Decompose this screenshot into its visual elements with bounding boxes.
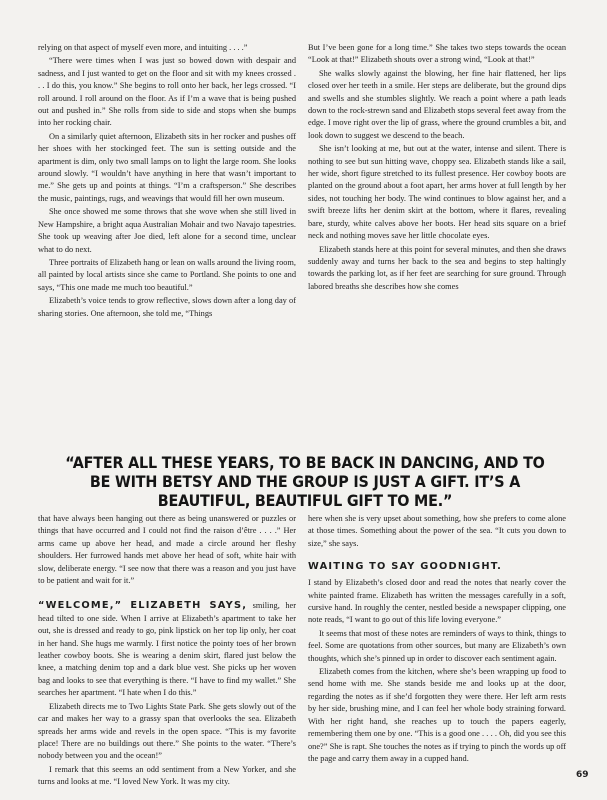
paragraph: Elizabeth comes from the kitchen, where she’s been wrapping up food to send home with me. She stands beside me and looks up at the door, regarding the notes as if she’d forgotten they were there. Her left arm rests by her side, brushing mine, and I can feel her whole body straining forward. With her right hand, she reaches up to touch the papers eagerly, remembering them one by one. “This is a good one . . . . Oh, did you see this one?” She is rapt. She touches the notes as if trying to pinch the words up off the page and carry them away in a cupped hand. <box>308 667 566 763</box>
section-lead-paragraph <box>38 599 296 699</box>
paragraph: I stand by Elizabeth’s closed door and read the notes that nearly cover the white painted frame. Elizabeth has written the messages carefully in a soft, cursive hand. In roughly the center, nestled beside a newspaper clipping, one note reads, “I want to go out of this life loving everyone.” <box>308 578 566 625</box>
paragraph: On a similarly quiet afternoon, Elizabeth sits in her rocker and pushes off her shoes with her stockinged feet. The sun is setting outside and the apartment is dim, only two small lamps on to light the large room. She looks around slowly. “I wouldn’t have anything in here that wasn’t important to me.” She gets up and points at things. “I’m a craftsperson.” She describes the music, paintings, rugs, and weavings that would fill her own museum. <box>38 131 296 203</box>
column-top-right <box>308 42 566 293</box>
paragraph: Three portraits of Elizabeth hang or lean on walls around the living room, all painted by local artists since she came to Portland. She points to one and says, “This one made me much too beautiful.” <box>38 257 296 292</box>
column-bottom-left <box>38 513 296 789</box>
paragraph: I remark that this seems an odd sentiment from a New Yorker, and she turns and looks at me. “I loved New York. It was my city. <box>38 764 296 787</box>
paragraph: Elizabeth stands here at this point for several minutes, and then she draws suddenly away and turns her back to the sea and begins to step haltingly towards the parking lot, as if her feet are searching for sure ground. Through labored breaths she describes how she comes <box>308 244 566 291</box>
paragraph: that have always been hanging out there as being unanswered or puzzles or things that have occurred and I could not find the raison d’être . . . .” Her arms came up above her head, and made a circle around her fleshy shoulders. Her furrowed hands met above her head of soft, white hair with slow, deliberate energy. “I see now that there was a reason and you just have to be patient and wait for it.” <box>38 514 296 586</box>
section-heading-goodnight: WAITING TO SAY GOODNIGHT. <box>308 561 503 573</box>
page-number: 69 <box>576 770 589 780</box>
column-bottom-right <box>308 513 566 765</box>
paragraph: She walks slowly against the blowing, her fine hair flattened, her lips closed over her teeth in a smile. Her steps are deliberate, but the ground dips and swells and she stumbles slightly. We reach a point where a path leads down to the rock-strewn sand and Elizabeth stops several feet away from the edge. I move right over the lip of grass, where the ground crumbles a bit, and look down to suggest we descend to the beach. <box>308 68 566 140</box>
section-lead-text: smiling, her head tilted to one side. When I arrive at Elizabeth’s apartment to take her out, she is dressed and ready to go, pink lipstick on her top lip only, her coat in her hand. She hugs me warmly. I first notice the pointy toes of her brown leather cowboy boots. She is wearing a denim skirt, flared just below the knee, a matching denim top and a dark blue vest. She picks up her woven bag and looks to see that everything is there. “I have to find my wallet.” She searches her apartment. “I hate when I do this.” <box>38 601 296 698</box>
paragraph: It seems that most of these notes are reminders of ways to think, things to feel. Some are quotations from other sources, but many are Elizabeth’s own thoughts, which she’s pinned up in order to discover each sentiment again. <box>308 628 566 663</box>
paragraph: here when she is very upset about something, how she prefers to come alone at those times. Something about the power of the sea. “It cuts you down to size,” she says. <box>308 514 566 548</box>
paragraph: Elizabeth’s voice tends to grow reflective, slows down after a long day of sharing stories. One afternoon, she told me, “Things <box>38 296 296 318</box>
paragraph: But I’ve been gone for a long time.” She takes two steps towards the ocean “Look at that!” Elizabeth shouts over a strong wind, “Look at that!” <box>308 43 566 65</box>
paragraph: She isn’t looking at me, but out at the water, intense and silent. There is nothing to see but sun hitting wave, choppy sea. Elizabeth stands like a sail, her wide, short figure stretched to its fullest presence. Her cowboy boots are planted on the ground about a foot apart, her arms hover at full length by her sides, not touching her body. The wind continues to blow against her, and a swift breeze lifts her denim skirt at the bottom, where it flares, revealing bare, sturdy, white calves above her boots. Her head sits square on a brief neck and nothing moves save her little chocolate eyes. <box>308 144 566 241</box>
paragraph: relying on that aspect of myself even more, and intuiting . . . .” <box>38 43 248 52</box>
paragraph: She once showed me some throws that she wove when she still lived in New Hampshire, a bright aqua Australian Mohair and two Navajo tapestries. She took up weaving after Joe died, left alone for a second time, unclear what to do next. <box>38 207 296 254</box>
paragraph: Elizabeth directs me to Two Lights State Park. She gets slowly out of the car and makes her way to a grassy span that overlooks the sea. Elizabeth spreads her arms wide and revels in the open space. “This is my favorite place! There are no buildings out there.” She points to the water. “There’s nobody between you and the ocean!” <box>38 701 296 761</box>
column-top-left <box>38 42 296 320</box>
pull-quote: “AFTER ALL THESE YEARS, TO BE BACK IN DANCING, AND TO BE WITH BETSY AND THE GROUP IS JUST A GIFT. IT’S A BEAUTIFUL, BEAUTIFUL GIFT TO ME.” <box>65 454 545 510</box>
section-heading-welcome: “WELCOME,” ELIZABETH SAYS, <box>38 600 248 612</box>
paragraph: “There were times when I was just so bowed down with despair and sadness, and I just wanted to get on the floor and sit with my knees crossed . . . I do this, you know.” She begins to roll onto her back, her legs crossed. “I roll around. I roll around on the floor. As if I’m a wave that is being pushed out and pushed in.” She rolls from side to side and stops when she bumps into her rocking chair. <box>38 56 296 128</box>
